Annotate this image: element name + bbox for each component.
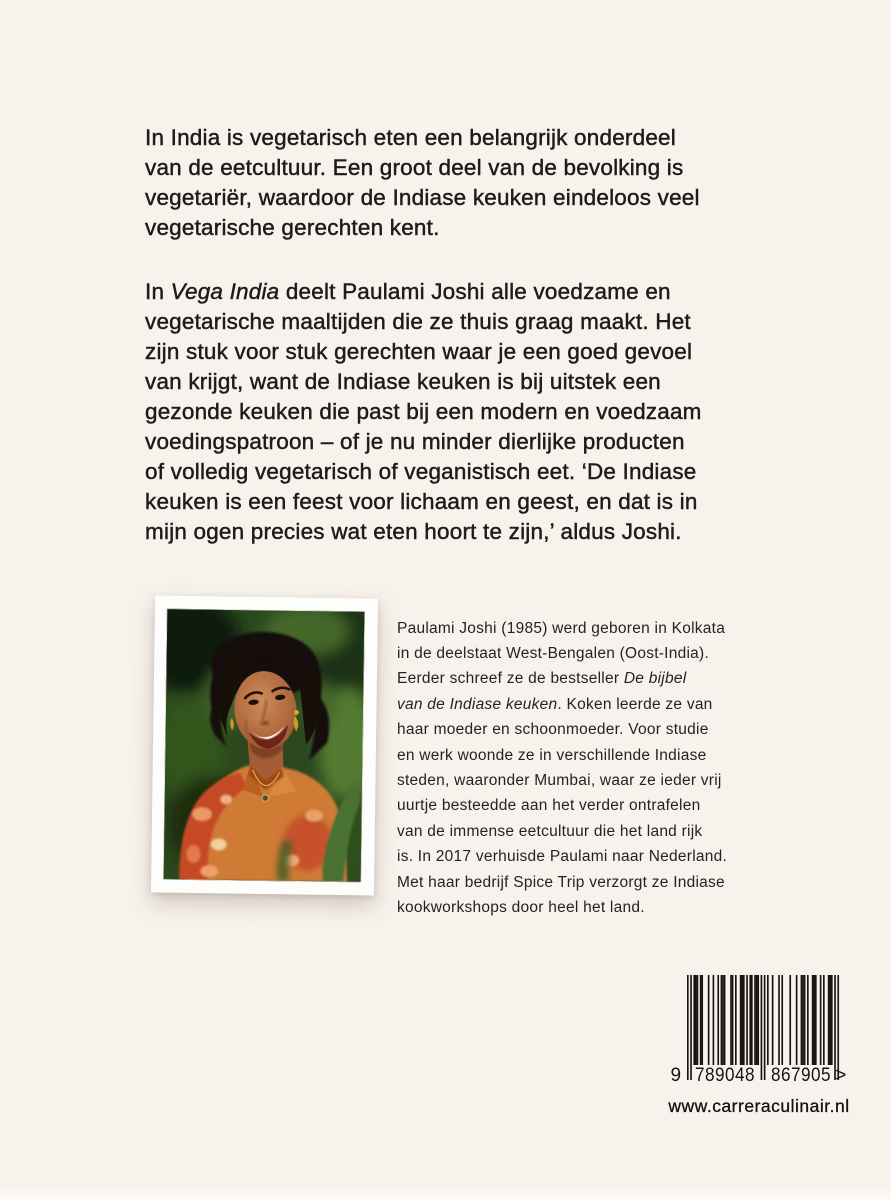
- author-bio-text: Paulami Joshi (1985) werd geboren in Kolkata in de deelstaat West-Bengalen (Oost-India). Eerder schreef ze de bestseller De bijbel van de Indiase keuken. Koken leerde ze van haar moeder en schoonmoeder. Voor studie en werk woonde ze in verschillende Indiase steden, waaronder Mumbai, waar ze ieder vrij uurtje besteedde aan het verder ontrafelen van de immense eetcultuur die het land rijk is. In 2017 verhuisde Paulami naar Nederland. Met haar bedrijf Spice Trip verzorgt ze Indiase kookworkshops door heel het land.: [397, 619, 728, 916]
- barcode-digit-group1: 789048: [695, 1065, 755, 1086]
- author-photo: [163, 609, 365, 883]
- barcode-digit-suffix: >: [835, 1065, 847, 1086]
- barcode: [668, 975, 854, 1087]
- author-photo-frame: [151, 595, 378, 895]
- publisher-website-url: www.carreraculinair.nl: [668, 1096, 850, 1116]
- blurb-paragraph-1: In India is vegetarisch eten een belangrijk onderdeel van de eetcultuur. Een groot deel van de bevolking is vegetariër, waardoor de Indiase keuken eindeloos veel vegetarische gerechten kent.: [145, 124, 700, 240]
- barcode-digit-lead: 9: [670, 1065, 682, 1086]
- page-bottom-edge: [0, 1187, 891, 1200]
- barcode-digit-group2: 867905: [771, 1065, 831, 1086]
- blurb-paragraph-2: In Vega India deelt Paulami Joshi alle voedzame en vegetarische maaltijden die ze thuis graag maakt. Het zijn stuk voor stuk gerechten waar je een goed gevoel van krijgt, want de Indiase keuken is bij uitstek een gezonde keuken die past bij een modern en voedzaam voedingspatroon – of je nu minder dierlijke producten of volledig vegetarisch of veganistisch eet. ‘De Indiase keuken is een feest voor lichaam en geest, en dat is in mijn ogen precies wat eten hoort te zijn,’ aldus Joshi.: [145, 278, 702, 544]
